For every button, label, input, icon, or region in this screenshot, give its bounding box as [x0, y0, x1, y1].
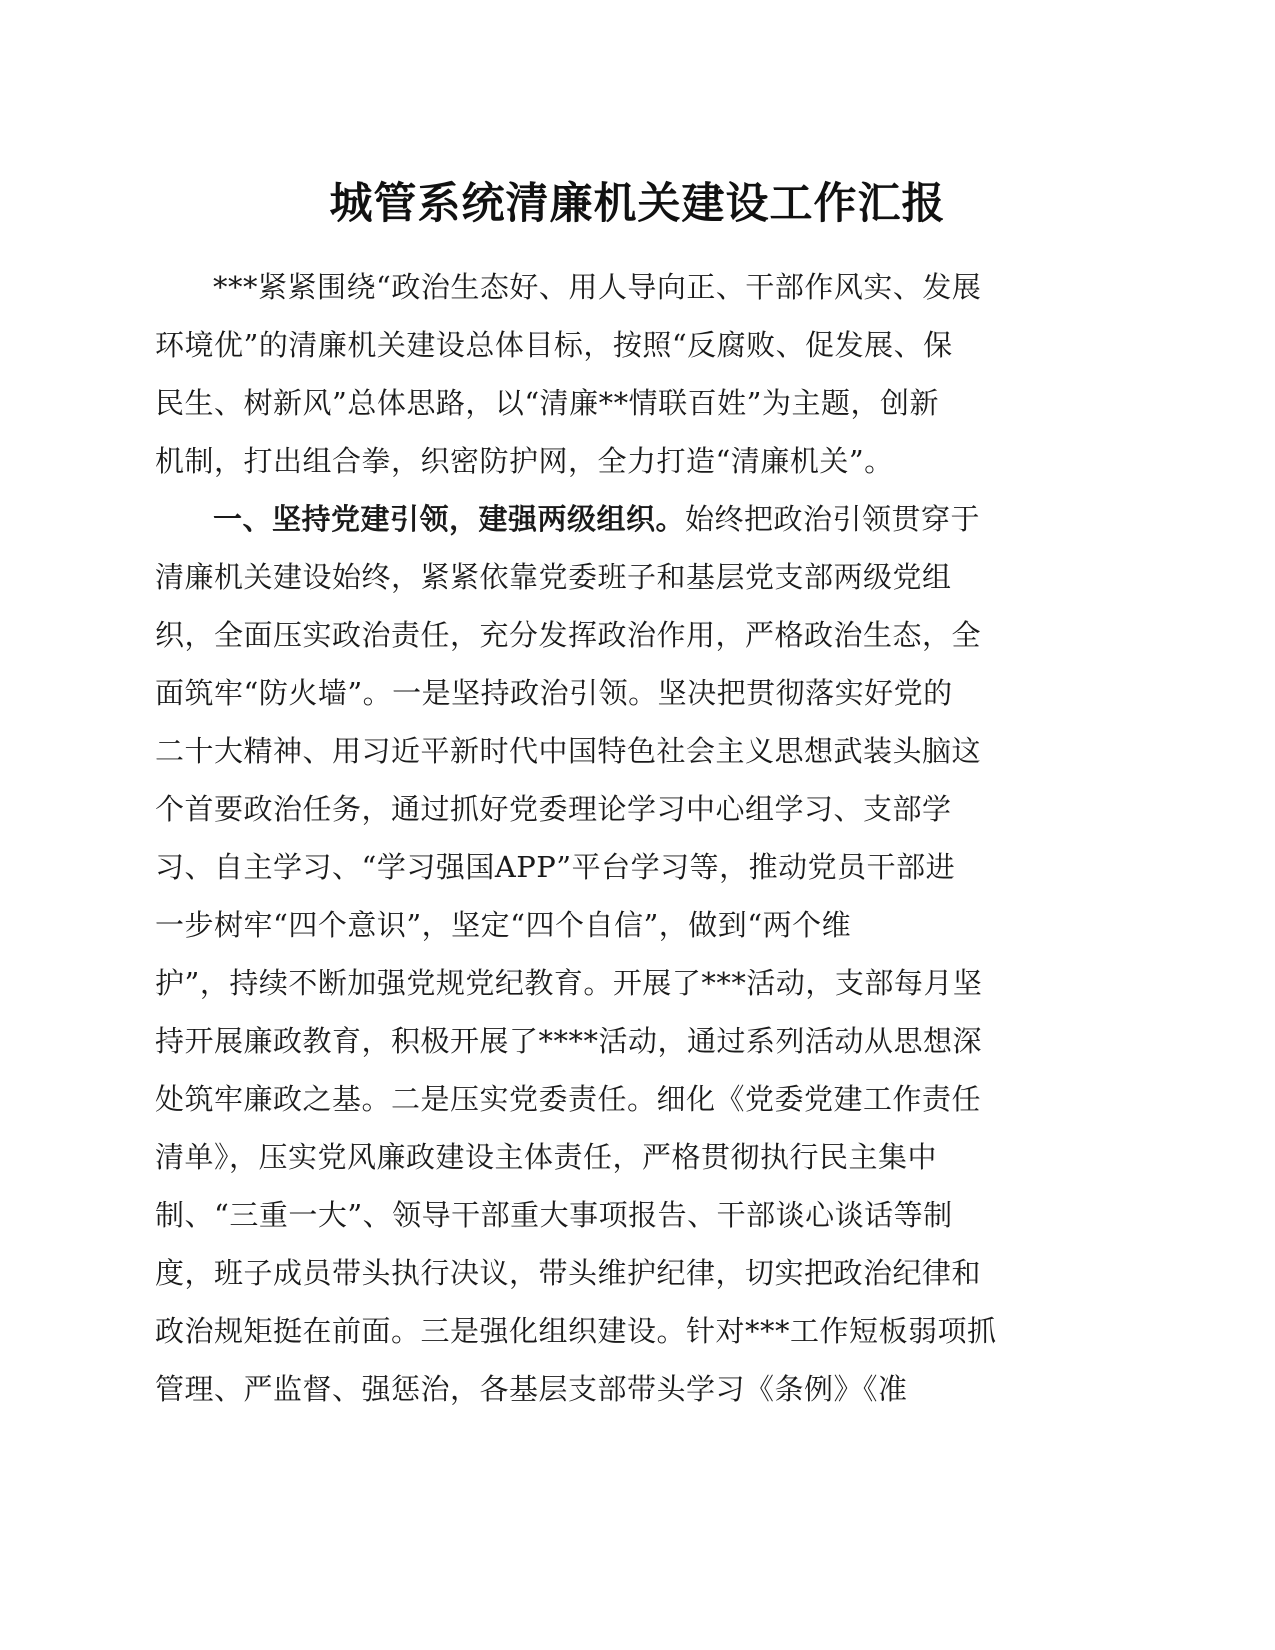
text-line: 度，班子成员带头执行决议，带头维护纪律，切实把政治纪律和: [155, 1256, 982, 1290]
document-title: 城管系统清廉机关建设工作汇报: [329, 179, 946, 229]
text-line: 清廉机关建设始终，紧紧依靠党委班子和基层党支部两级党组: [155, 560, 952, 594]
text-line: 机制，打出组合拳，织密防护网，全力打造“清廉机关”。: [155, 444, 894, 478]
text-line: 二十大精神、用习近平新时代中国特色社会主义思想武装头脑这: [155, 734, 982, 768]
text-line: 持开展廉政教育，积极开展了****活动，通过系列活动从思想深: [155, 1024, 983, 1058]
document-body: [155, 258, 1105, 1418]
text-line: 民生、树新风”总体思路，以“清廉**情联百姓”为主题，创新: [155, 386, 939, 420]
text-line: 制、“三重一大”、领导干部重大事项报告、干部谈心谈话等制: [155, 1198, 953, 1232]
text-line: 清单》，压实党风廉政建设主体责任，严格贯彻执行民主集中: [155, 1140, 938, 1174]
text-line: 环境优”的清廉机关建设总体目标，按照“反腐败、促发展、保: [155, 328, 953, 362]
text-line: 护”，持续不断加强党规党纪教育。开展了***活动，支部每月坚: [155, 966, 983, 1000]
text-line: 面筑牢“防火墙”。一是坚持政治引领。坚决把贯彻落实好党的: [155, 676, 953, 710]
intro-paragraph: [155, 258, 1105, 490]
text-line: 个首要政治任务，通过抓好党委理论学习中心组学习、支部学: [155, 792, 952, 826]
section-1-first-line: [155, 490, 1105, 548]
text-line: 习、自主学习、“学习强国APP”平台学习等，推动党员干部进: [155, 850, 956, 884]
section-1-first-line-text: 始终把政治引领贯穿于: [685, 502, 981, 536]
section-1-heading: 一、坚持党建引领，建强两级组织。: [213, 502, 686, 536]
text-line: 政治规矩挺在前面。三是强化组织建设。针对***工作短板弱项抓: [155, 1314, 997, 1348]
text-line: 织，全面压实政治责任，充分发挥政治作用，严格政治生态，全: [155, 618, 982, 652]
text-line: 一步树牢“四个意识”，坚定“四个自信”，做到“两个维: [155, 908, 852, 942]
section-1-paragraph: [155, 490, 1105, 1418]
text-line: ***紧紧围绕“政治生态好、用人导向正、干部作风实、发展: [213, 270, 982, 304]
text-line: 管理、严监督、强惩治，各基层支部带头学习《条例》《准: [155, 1372, 908, 1406]
text-line: 处筑牢廉政之基。二是压实党委责任。细化《党委党建工作责任: [155, 1082, 982, 1116]
